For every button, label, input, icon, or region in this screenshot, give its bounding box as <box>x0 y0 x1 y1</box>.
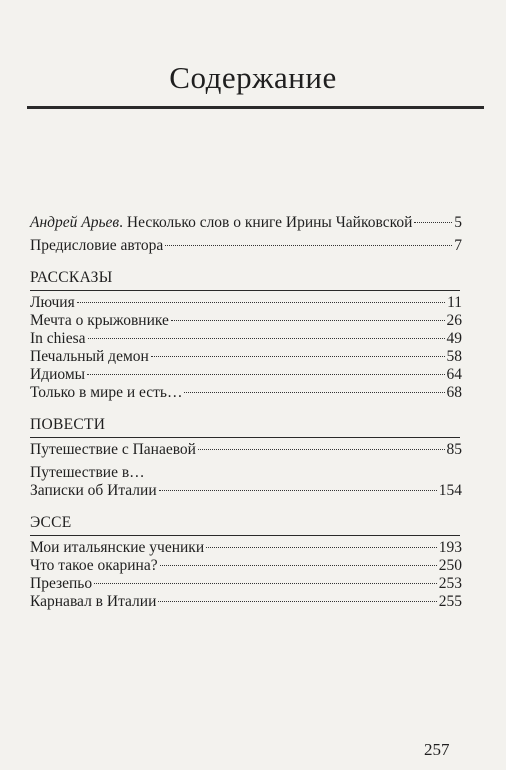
entry-title: Что такое окарина? <box>30 557 158 574</box>
section-divider <box>30 437 460 438</box>
section-heading: ПОВЕСТИ <box>30 416 106 433</box>
leader-dots <box>159 490 437 491</box>
toc-entry <box>30 539 462 557</box>
entry-author: Андрей Арьев <box>30 214 120 231</box>
leader-dots <box>151 356 445 357</box>
entry-title: Печальный демон <box>30 348 149 365</box>
page-number: 257 <box>424 740 450 759</box>
leader-dots <box>88 338 445 339</box>
leader-dots <box>158 601 436 602</box>
entry-page: 64 <box>446 366 462 383</box>
entry-page: 154 <box>438 482 462 499</box>
section-divider <box>30 290 460 291</box>
leader-dots <box>198 449 445 450</box>
section-heading: РАССКАЗЫ <box>30 269 113 286</box>
leader-dots <box>160 565 437 566</box>
entry-title: Путешествие с Панаевой <box>30 441 196 458</box>
toc-entry <box>30 294 462 312</box>
entry-page: 26 <box>446 312 462 329</box>
toc-entry <box>30 557 462 575</box>
toc-entry <box>30 575 462 593</box>
entry-title: Карнавал в Италии <box>30 593 157 610</box>
leader-dots <box>165 245 452 246</box>
entry-page: 7 <box>454 237 462 254</box>
page-title: Содержание <box>169 60 337 95</box>
entry-title: Лючия <box>30 294 75 311</box>
entry-title: Записки об Италии <box>30 482 157 499</box>
entry-title: Мечта о крыжовнике <box>30 312 169 329</box>
leader-dots <box>87 374 444 375</box>
entry-title: Презепьо <box>30 575 93 592</box>
leader-dots <box>77 302 445 303</box>
leader-dots <box>94 583 437 584</box>
section-heading: ЭССЕ <box>30 514 72 531</box>
leader-dots <box>171 320 445 321</box>
entry-page: 5 <box>454 214 462 231</box>
entry-title: Путешествие в… <box>30 464 145 481</box>
entry-title: . Несколько слов о книге Ирины Чайковской <box>119 214 413 231</box>
leader-dots <box>206 547 437 548</box>
toc-entry <box>30 464 462 482</box>
toc-entry <box>30 348 462 366</box>
entry-page: 68 <box>446 384 462 401</box>
entry-title: Идиомы <box>30 366 86 383</box>
entry-page: 85 <box>446 441 462 458</box>
entry-title: Мои итальянские ученики <box>30 539 205 556</box>
leader-dots <box>184 392 444 393</box>
toc-entry <box>30 214 462 232</box>
entry-page: 11 <box>447 294 462 311</box>
toc-entry <box>30 330 462 348</box>
toc-entry <box>30 593 462 611</box>
entry-title: In chiesa <box>30 330 86 347</box>
toc-entry <box>30 441 462 459</box>
entry-page: 58 <box>446 348 462 365</box>
toc-entry <box>30 482 462 500</box>
section-divider <box>30 535 460 536</box>
entry-title: Предисловие автора <box>30 237 164 254</box>
toc-entry <box>30 237 462 255</box>
title-rule <box>27 106 484 109</box>
entry-page: 49 <box>446 330 462 347</box>
entry-title: Только в мире и есть… <box>30 384 183 401</box>
toc-entry <box>30 312 462 330</box>
entry-page: 255 <box>438 593 462 610</box>
entry-page: 253 <box>438 575 462 592</box>
leader-dots <box>414 222 452 223</box>
toc-entry <box>30 366 462 384</box>
entry-page: 193 <box>438 539 462 556</box>
table-of-contents <box>30 214 462 611</box>
entry-page: 250 <box>438 557 462 574</box>
toc-entry <box>30 384 462 402</box>
